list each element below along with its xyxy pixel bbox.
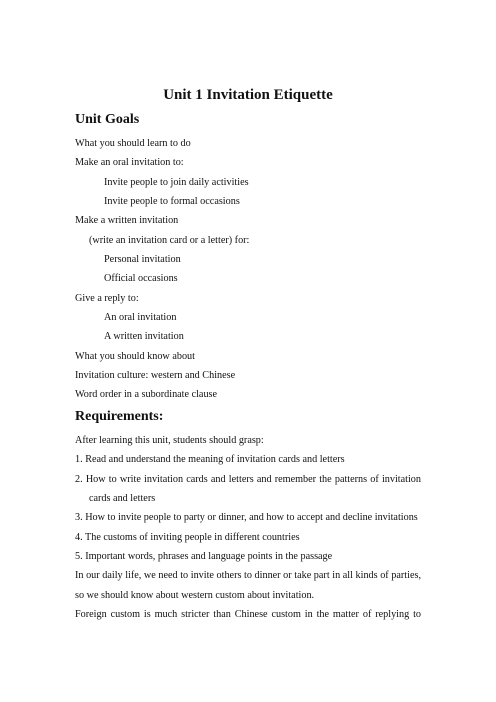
reply-intro: Give a reply to:: [75, 293, 139, 304]
paragraph-1-line-1: In our daily life, we need to invite others to dinner or take part in all kinds of parties,: [75, 570, 421, 581]
requirement-item-3: 3. How to invite people to party or dinner, and how to accept and decline invitations: [75, 512, 418, 523]
oral-item-daily: Invite people to join daily activities: [104, 177, 249, 188]
reply-item-written: A written invitation: [104, 331, 184, 342]
paragraph-2-line-1: Foreign custom is much stricter than Chinese custom in the matter of replying to: [75, 609, 421, 620]
requirement-item-1: 1. Read and understand the meaning of invitation cards and letters: [75, 454, 345, 465]
paragraph-1-line-2: so we should know about western custom about invitation.: [75, 590, 315, 601]
written-invitation-note: (write an invitation card or a letter) for:: [89, 235, 250, 246]
requirement-item-4: 4. The customs of inviting people in different countries: [75, 532, 300, 543]
oral-item-formal: Invite people to formal occasions: [104, 196, 240, 207]
know-intro: What you should know about: [75, 351, 195, 362]
requirements-heading: Requirements:: [75, 409, 164, 424]
requirements-intro: After learning this unit, students should grasp:: [75, 435, 264, 446]
document-title: Unit 1 Invitation Etiquette: [163, 87, 333, 103]
requirement-item-2-line-1: 2. How to write invitation cards and letters and remember the patterns of invitation: [75, 474, 421, 485]
unit-goals-heading: Unit Goals: [75, 112, 140, 127]
requirement-item-2-line-2: cards and letters: [89, 493, 156, 504]
written-invitation-intro: Make a written invitation: [75, 215, 179, 226]
learn-intro: What you should learn to do: [75, 138, 191, 149]
oral-invitation-intro: Make an oral invitation to:: [75, 157, 184, 168]
written-item-personal: Personal invitation: [104, 254, 181, 265]
written-item-official: Official occasions: [104, 273, 178, 284]
reply-item-oral: An oral invitation: [104, 312, 177, 323]
know-item-word-order: Word order in a subordinate clause: [75, 389, 218, 400]
know-item-culture: Invitation culture: western and Chinese: [75, 370, 236, 381]
requirement-item-5: 5. Important words, phrases and language points in the passage: [75, 551, 333, 562]
